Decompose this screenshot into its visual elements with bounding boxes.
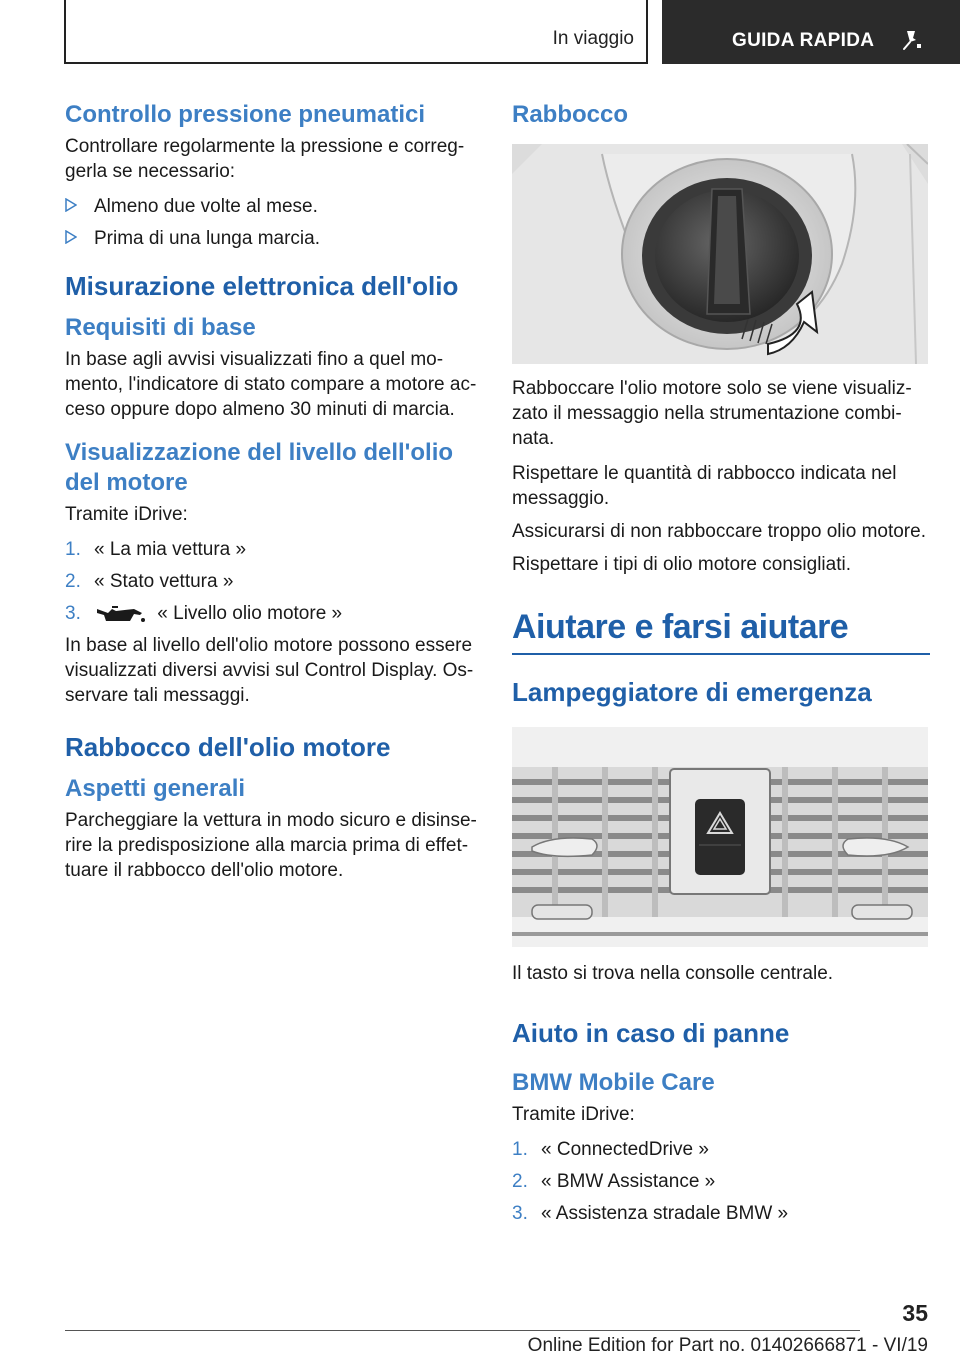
tire-pressure-bullets [65, 194, 479, 251]
header-box [64, 0, 648, 64]
general-heading: Aspetti generali [65, 775, 246, 802]
mobile-care-heading: BMW Mobile Care [512, 1069, 715, 1096]
chapter-tab-label: GUIDA RAPIDA [732, 30, 875, 51]
chapter-heading: Aiutare e farsi aiutare [512, 608, 849, 646]
list-item: Prima di una lunga marcia. [65, 226, 479, 251]
rabbocco-heading: Rabbocco [512, 101, 629, 128]
oil-level-intro: Tramite iDrive: [65, 504, 188, 525]
footer-divider [65, 1330, 860, 1331]
quick-guide-icon [900, 28, 924, 52]
general-text: Parcheggiare la vettura in modo sicuro e disinse-rire la predisposizione alla marcia prima di effet-tuare il rabbocco dell'olio motore. [65, 810, 477, 881]
oil-filler-cap-image [512, 144, 928, 364]
list-item: 1. « La mia vettura » [65, 539, 247, 560]
triangle-bullet-icon [65, 198, 77, 212]
hazard-button-image [512, 727, 928, 947]
chapter-divider [512, 653, 930, 655]
breakdown-heading: Aiuto in caso di panne [512, 1018, 790, 1048]
list-item: 1. « ConnectedDrive » [512, 1139, 709, 1160]
oil-measure-heading: Misurazione elettronica dell'olio [65, 271, 459, 301]
oil-level-text: In base al livello dell'olio motore possono essere visualizzati diversi avvisi sul Control Display. Os-servare tali messaggi. [65, 635, 474, 706]
hazard-heading: Lampeggiatore di emergenza [512, 677, 872, 707]
list-item: 3. « Livello olio motore » [65, 603, 343, 624]
rabbocco-text-3: Assicurarsi di non rabboccare troppo olio motore. [512, 521, 926, 542]
list-item: 2. « Stato vettura » [65, 571, 234, 592]
list-item: Almeno due volte al mese. [65, 194, 479, 219]
oil-level-steps [65, 537, 479, 626]
mobile-care-steps [512, 1137, 930, 1226]
oil-refill-heading: Rabbocco dell'olio motore [65, 732, 391, 762]
left-column [65, 100, 479, 883]
edition-footer: Online Edition for Part no. 01402666871 - VI/19 [527, 1335, 928, 1356]
requisiti-text: In base agli avvisi visualizzati fino a quel mo-mento, l'indicatore di stato compare a motore ac-ceso oppure dopo almeno 30 minuti di marcia. [65, 349, 477, 420]
rabbocco-text-2: Rispettare le quantità di rabbocco indicata nel messaggio. [512, 463, 897, 509]
rabbocco-text-4: Rispettare i tipi di olio motore consigliati. [512, 554, 851, 575]
oil-can-icon [94, 603, 146, 625]
oil-level-heading: Visualizzazione del livello dell'olio del motore [65, 439, 454, 496]
hazard-caption: Il tasto si trova nella consolle centrale. [512, 963, 834, 984]
list-item: 2. « BMW Assistance » [512, 1171, 716, 1192]
list-item: 3. « Assistenza stradale BMW » [512, 1203, 789, 1224]
tire-pressure-text: Controllare regolarmente la pressione e correg-gerla se necessario: [65, 136, 465, 182]
right-column [512, 100, 930, 1233]
requisiti-heading: Requisiti di base [65, 314, 256, 341]
chapter-tab[interactable] [662, 0, 960, 64]
triangle-bullet-icon [65, 230, 77, 244]
rabbocco-text-1: Rabboccare l'olio motore solo se viene visualiz-zato il messaggio nella strumentazione combi-nata. [512, 378, 912, 449]
tire-pressure-heading: Controllo pressione pneumatici [65, 101, 426, 128]
page-number: 35 [902, 1300, 928, 1326]
header-section-label: In viaggio [552, 28, 634, 49]
mobile-care-intro: Tramite iDrive: [512, 1104, 635, 1125]
